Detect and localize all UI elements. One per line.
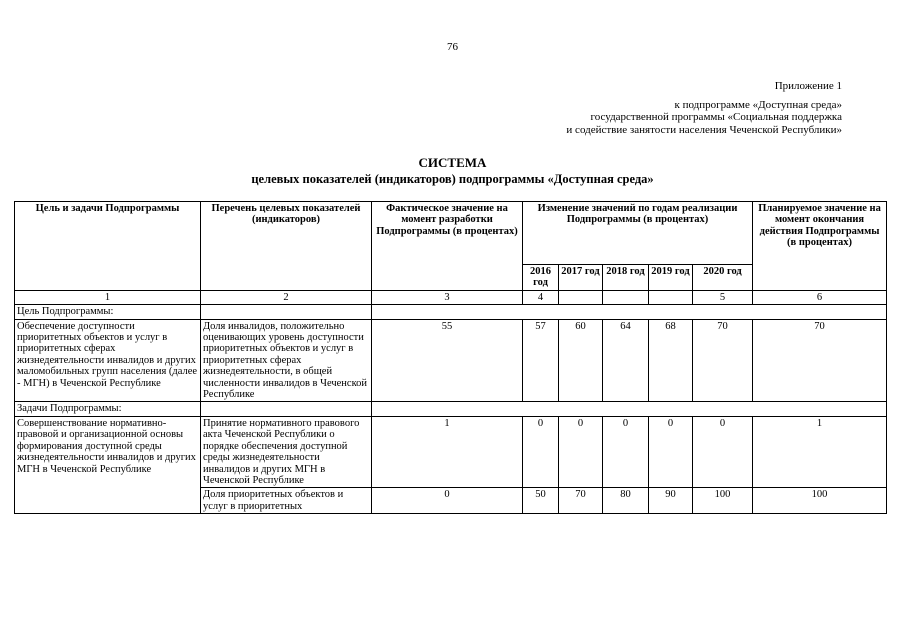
header-year-2018: 2018 год [603, 265, 649, 291]
year-2018-cell: 64 [603, 319, 649, 402]
indicator-cell: Доля приоритетных объектов и услуг в приоритетных [201, 488, 372, 514]
header-year-2016: 2016 год [523, 265, 559, 291]
header-year-2017: 2017 год [559, 265, 603, 291]
index-cell: 6 [753, 290, 887, 304]
indicator-cell: Доля инвалидов, положительно оценивающих уровень доступности приоритетных объектов и услуг в приоритетных сферах жизнедеятельности, в общей численности инвалидов в Чеченской Республике [201, 319, 372, 402]
index-cell: 2 [201, 290, 372, 304]
actual-cell: 0 [372, 488, 523, 514]
appendix-block [566, 80, 842, 136]
index-cell [649, 290, 693, 304]
header-year-2019: 2019 год [649, 265, 693, 291]
year-2018-cell: 0 [603, 416, 649, 487]
goal-cell: Совершенствование нормативно-правовой и организационной основы формирования доступной среды жизнедеятельности инвалидов и других МГН в Чеченской Республике [15, 416, 201, 513]
planned-cell: 1 [753, 416, 887, 487]
title-main: СИСТЕМА [418, 155, 487, 170]
year-2020-cell: 100 [693, 488, 753, 514]
planned-cell: 100 [753, 488, 887, 514]
actual-cell: 55 [372, 319, 523, 402]
year-2016-cell: 57 [523, 319, 559, 402]
index-cell [603, 290, 649, 304]
planned-cell: 70 [753, 319, 887, 402]
empty-cell [372, 402, 887, 416]
appendix-label: Приложение 1 [774, 80, 842, 92]
year-2017-cell: 70 [559, 488, 603, 514]
empty-cell [372, 305, 887, 319]
appendix-line-1: к подпрограмме «Доступная среда» [674, 98, 842, 111]
index-cell: 4 [523, 290, 559, 304]
header-planned: Планируемое значение на момент окончания действия Подпрограммы (в процентах) [753, 202, 887, 291]
table-row [15, 319, 887, 402]
index-row [15, 290, 887, 304]
section-goal-label: Цель Подпрограммы: [15, 305, 201, 319]
year-2019-cell: 0 [649, 416, 693, 487]
header-change: Изменение значений по годам реализации Подпрограммы (в процентах) [523, 202, 753, 265]
year-2019-cell: 68 [649, 319, 693, 402]
header-year-2020: 2020 год [693, 265, 753, 291]
year-2017-cell: 60 [559, 319, 603, 402]
index-cell: 1 [15, 290, 201, 304]
appendix-line-3: и содействие занятости населения Чеченской Республики» [566, 123, 842, 136]
index-cell [559, 290, 603, 304]
year-2016-cell: 0 [523, 416, 559, 487]
year-2019-cell: 90 [649, 488, 693, 514]
document-title [0, 155, 905, 187]
appendix-line-2: государственной программы «Социальная поддержка [590, 111, 842, 123]
header-indicators: Перечень целевых показателей (индикаторов) [201, 202, 372, 291]
empty-cell [201, 305, 372, 319]
actual-cell: 1 [372, 416, 523, 487]
year-2020-cell: 0 [693, 416, 753, 487]
year-2020-cell: 70 [693, 319, 753, 402]
goal-cell: Обеспечение доступности приоритетных объектов и услуг в приоритетных сферах жизнедеятельности инвалидов и других маломобильных групп населения (далее - МГН) в Чеченской Республике [15, 319, 201, 402]
header-actual: Фактическое значение на момент разработки Подпрограммы (в процентах) [372, 202, 523, 291]
title-sub: целевых показателей (индикаторов) подпрограммы «Доступная среда» [251, 172, 654, 186]
page-number: 76 [447, 41, 458, 53]
section-tasks-label: Задачи Подпрограммы: [15, 402, 201, 416]
indicator-cell: Принятие нормативного правового акта Чеченской Республики о порядке обеспечения доступной среды жизнедеятельности инвалидов и других МГН в Чеченской Республике [201, 416, 372, 487]
index-cell: 3 [372, 290, 523, 304]
empty-cell [201, 402, 372, 416]
section-row-tasks [15, 402, 887, 416]
indicators-table [14, 201, 887, 514]
year-2018-cell: 80 [603, 488, 649, 514]
header-goals: Цель и задачи Подпрограммы [15, 202, 201, 291]
index-cell: 5 [693, 290, 753, 304]
year-2017-cell: 0 [559, 416, 603, 487]
section-row-goal [15, 305, 887, 319]
header-row [15, 202, 887, 265]
year-2016-cell: 50 [523, 488, 559, 514]
table-row [15, 416, 887, 487]
